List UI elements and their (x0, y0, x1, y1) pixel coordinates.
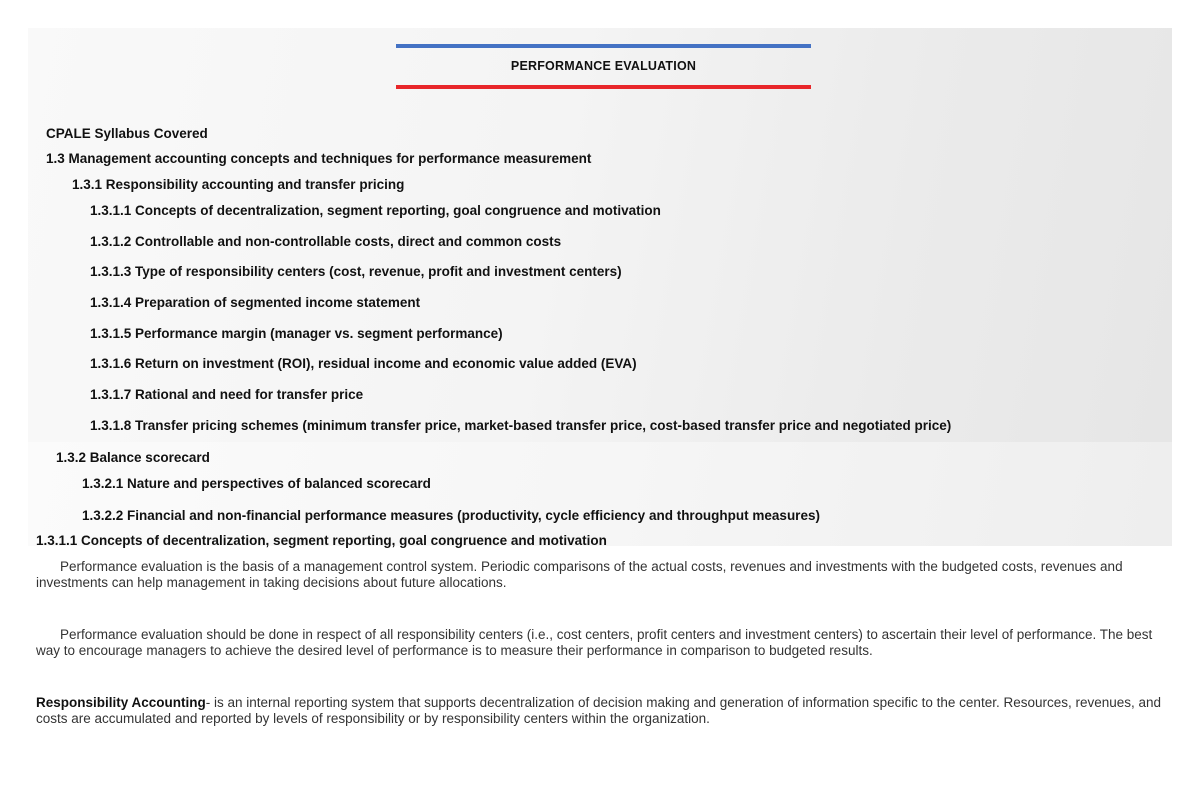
syllabus-heading: CPALE Syllabus Covered (46, 126, 208, 141)
syllabus-item-1-3-1: 1.3.1 Responsibility accounting and transfer pricing (72, 177, 405, 192)
syllabus-subitem-2: 1.3.2.2 Financial and non-financial performance measures (productivity, cycle efficiency and throughput measures) (82, 508, 820, 523)
paragraph-2: Performance evaluation should be done in respect of all responsibility centers (i.e., cost centers, profit centers and investment centers) to ascertain their level of performance. The best way to encourage managers to achieve the desired level of performance is to measure their performance in comparison to budgeted results. (36, 627, 1153, 658)
syllabus-subitem: 1.3.1.4 Preparation of segmented income statement (90, 295, 421, 310)
blue-rule (396, 44, 811, 48)
page-title: PERFORMANCE EVALUATION (510, 59, 697, 73)
syllabus-subitem: 1.3.1.1 Concepts of decentralization, segment reporting, goal congruence and motivation (90, 203, 661, 218)
paragraph-1: Performance evaluation is the basis of a management control system. Periodic comparisons of the actual costs, revenues and investments with the budgeted costs, revenues and investments can help management in taking decisions about future allocations. (36, 559, 1123, 590)
section-heading: 1.3.1.1 Concepts of decentralization, segment reporting, goal congruence and motivation (36, 533, 607, 548)
syllabus-subitem: 1.3.1.5 Performance margin (manager vs. segment performance) (90, 326, 503, 341)
syllabus-subitem: 1.3.1.2 Controllable and non-controllable costs, direct and common costs (90, 234, 562, 249)
syllabus-subitem: 1.3.1.6 Return on investment (ROI), residual income and economic value added (EVA) (90, 356, 637, 371)
syllabus-item-1-3-2: 1.3.2 Balance scorecard (56, 450, 210, 465)
paragraph-3 (36, 695, 1164, 727)
syllabus-item-1-3: 1.3 Management accounting concepts and techniques for performance measurement (46, 151, 592, 166)
term-responsibility-accounting: Responsibility Accounting (36, 695, 206, 710)
syllabus-subitem-2: 1.3.2.1 Nature and perspectives of balanced scorecard (82, 476, 431, 491)
syllabus-subitem: 1.3.1.3 Type of responsibility centers (cost, revenue, profit and investment centers) (90, 264, 622, 279)
syllabus-subitem: 1.3.1.8 Transfer pricing schemes (minimum transfer price, market-based transfer price, cost-based transfer price and negotiated price) (90, 418, 952, 433)
paragraph-3-text: - is an internal reporting system that supports decentralization of decision making and generation of information specific to the center. Resources, revenues, and costs are accumulated and reported by levels of responsibility or by responsibility centers within the organization. (36, 695, 1162, 726)
syllabus-subitem: 1.3.1.7 Rational and need for transfer price (90, 387, 364, 402)
red-rule (396, 85, 811, 89)
